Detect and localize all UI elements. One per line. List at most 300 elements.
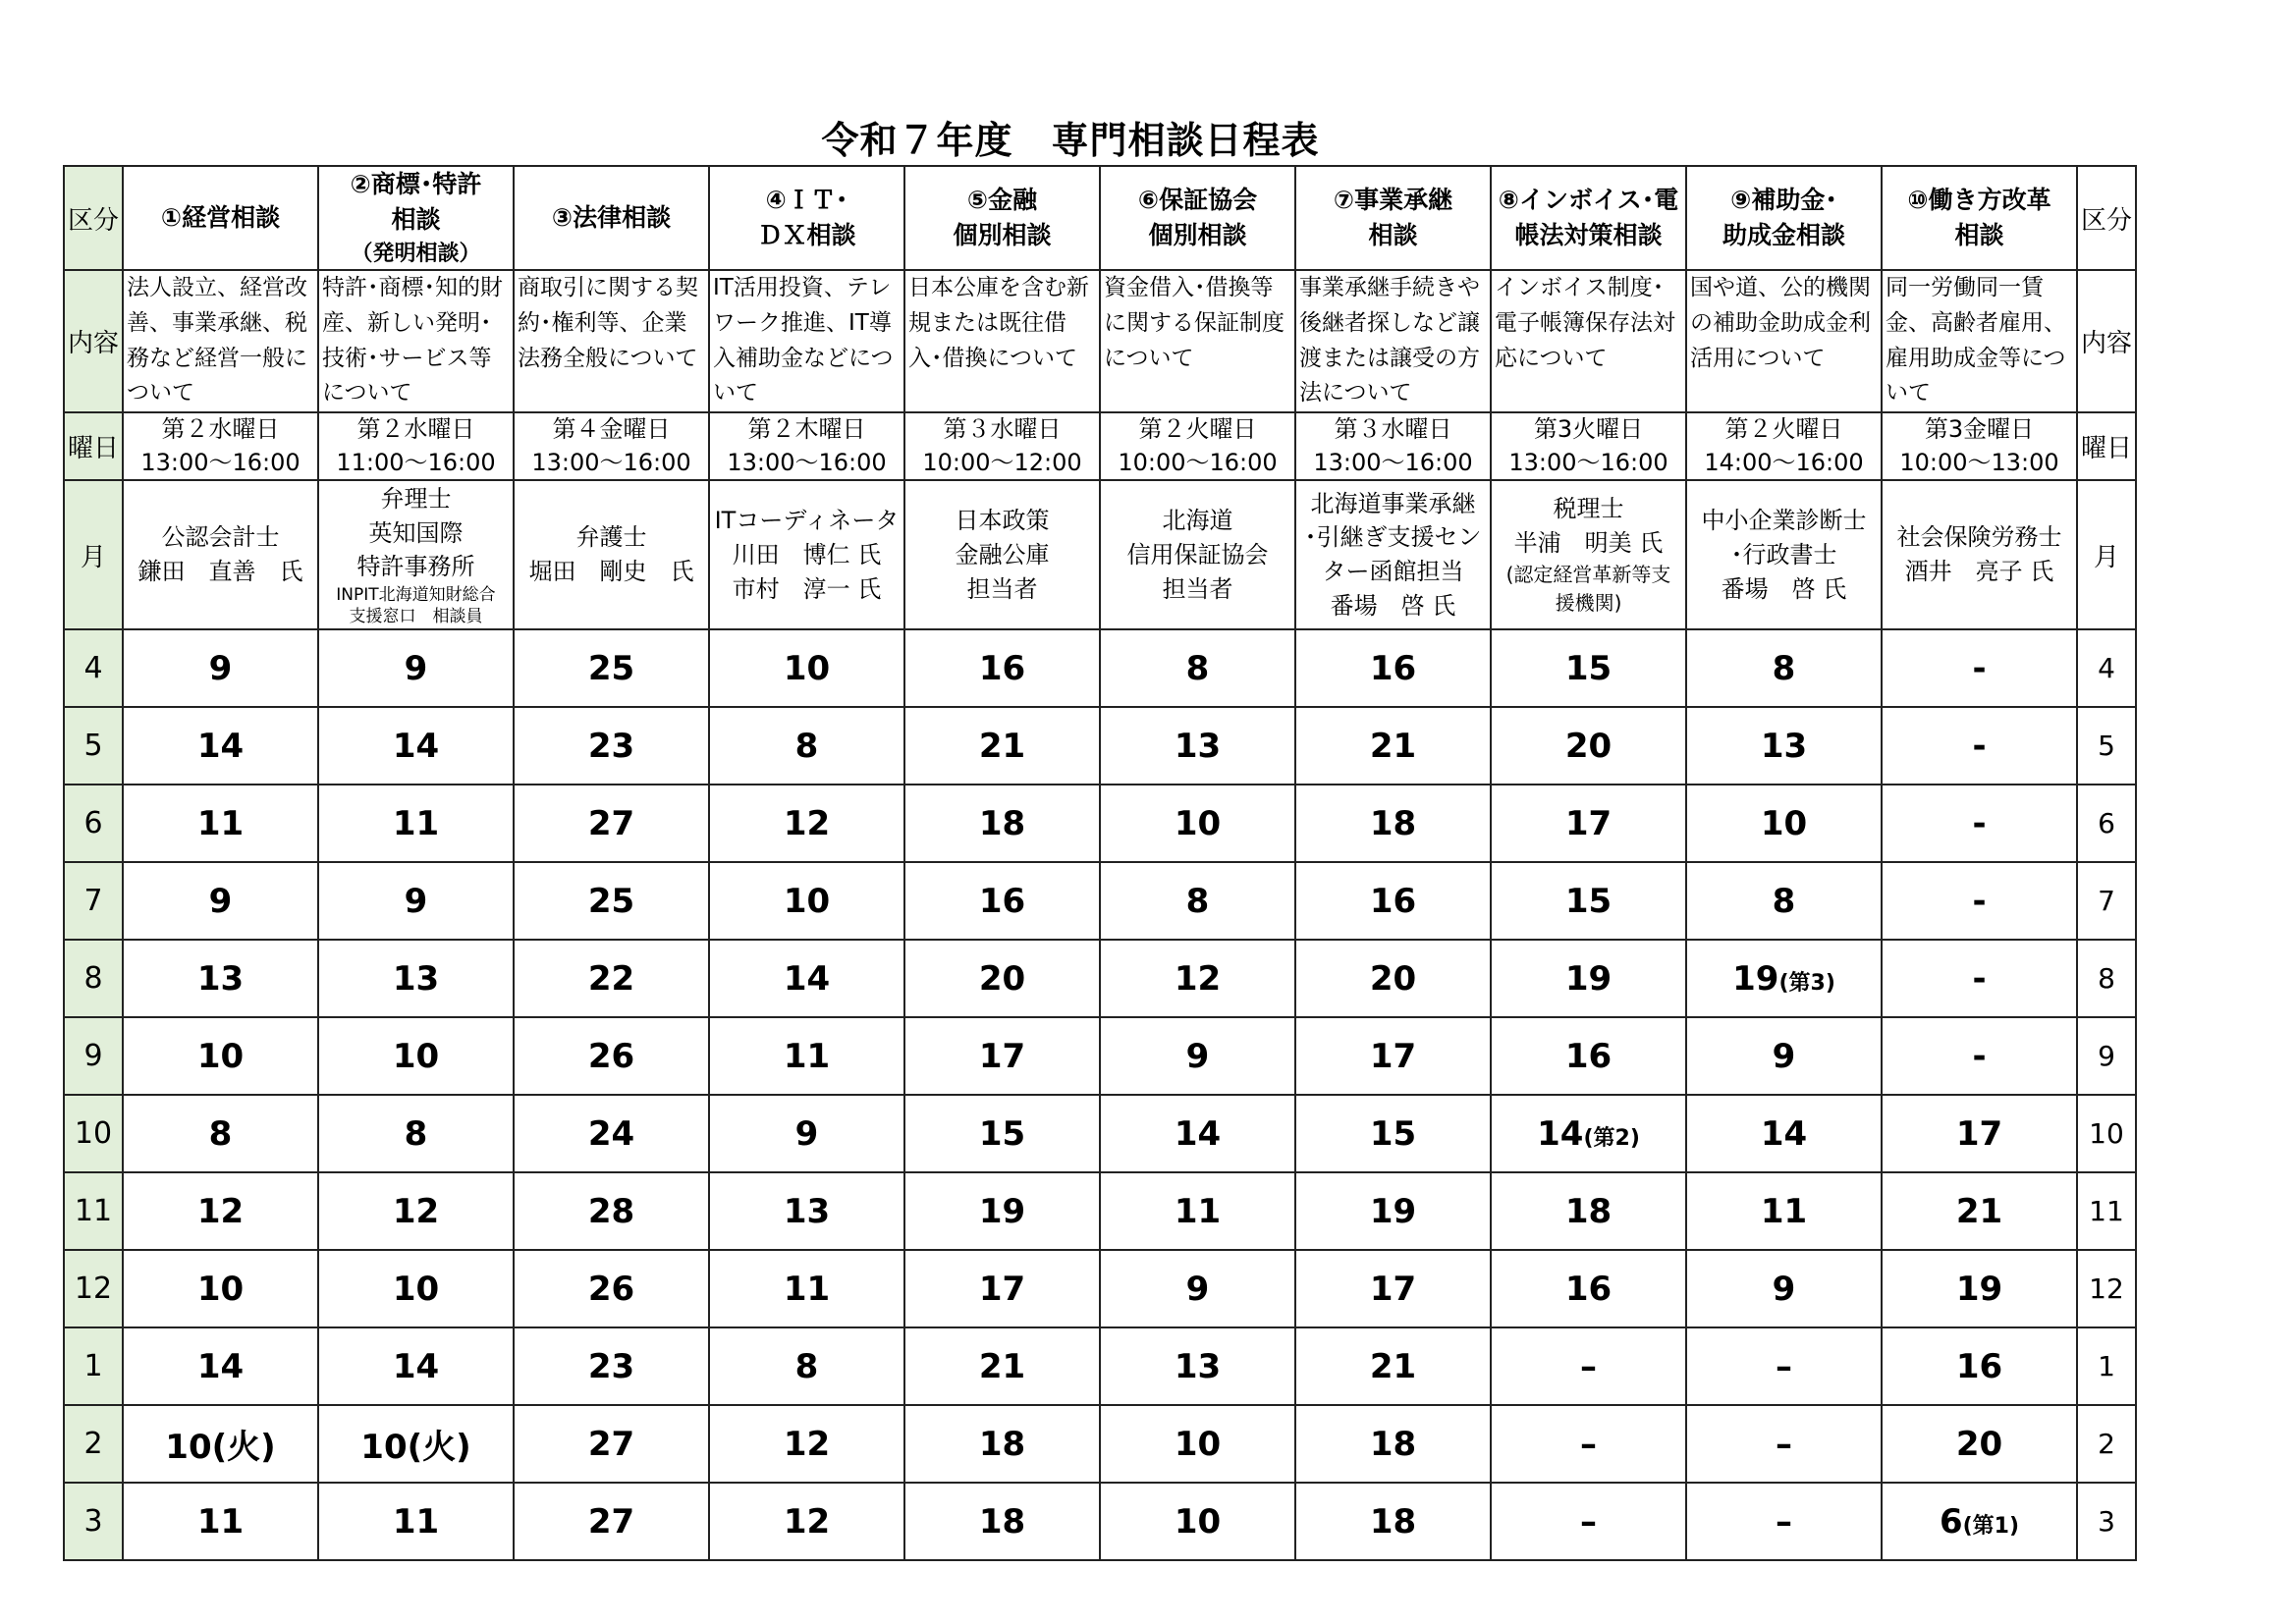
consultant-line: 弁護士 <box>575 523 647 552</box>
month-label-right: 9 <box>2077 1017 2136 1095</box>
date-cell <box>1686 1172 1882 1250</box>
consultant-line: 北海道事業承継 <box>1310 489 1476 517</box>
date-cell <box>1686 940 1882 1017</box>
month-row <box>64 1095 2136 1172</box>
header-line: ④ＩＴ･ <box>765 185 848 214</box>
consultant-note: 援機関) <box>1555 590 1622 615</box>
date-cell <box>1295 862 1491 940</box>
date-value: 26 <box>587 1036 635 1076</box>
date-cell <box>709 1017 904 1095</box>
date-value: 24 <box>587 1113 635 1154</box>
month-label: 9 <box>64 1017 123 1095</box>
date-cell <box>709 1483 904 1560</box>
date-cell <box>123 862 318 940</box>
month-label-right: 4 <box>2077 629 2136 707</box>
date-value: 19 <box>978 1191 1026 1231</box>
content-cell <box>1686 270 1882 412</box>
date-cell <box>904 785 1100 862</box>
date-value: 16 <box>978 648 1026 688</box>
consultant-cell <box>1491 480 1686 629</box>
month-label: 3 <box>64 1483 123 1560</box>
date-value: 16 <box>1369 648 1417 688</box>
row-label-kubun-right: 区分 <box>2077 166 2136 270</box>
date-value: 23 <box>587 726 635 766</box>
date-value: 10(火) <box>360 1428 471 1468</box>
date-cell <box>1295 1327 1491 1405</box>
consultant-line: 鎌田 直善 氏 <box>137 558 303 586</box>
schedule-cell <box>904 412 1100 480</box>
column-header <box>1491 166 1686 270</box>
header-line: 助成金相談 <box>1722 221 1845 250</box>
time-text: 10:00～13:00 <box>1899 448 2059 476</box>
consultant-cell <box>1882 480 2077 629</box>
consultant-line: ･引継ぎ支援セン <box>1304 523 1482 552</box>
date-value: 11 <box>392 1501 440 1542</box>
date-value: 17 <box>1955 1113 2003 1154</box>
date-suffix: (第3) <box>1778 970 1835 996</box>
date-cell <box>1100 785 1295 862</box>
date-cell <box>1295 1017 1491 1095</box>
month-label: 7 <box>64 862 123 940</box>
consultant-line: 酒井 亮子 氏 <box>1904 558 2054 586</box>
header-line: ①経営相談 <box>160 203 281 233</box>
date-cell <box>904 629 1100 707</box>
date-cell <box>1295 1405 1491 1483</box>
date-value: 8 <box>208 1113 233 1154</box>
date-cell <box>1491 1483 1686 1560</box>
date-cell <box>514 1172 709 1250</box>
date-cell <box>1295 940 1491 1017</box>
date-value: 19 <box>1564 958 1613 999</box>
day-text: 第３水曜日 <box>943 414 1062 443</box>
content-cell <box>1491 270 1686 412</box>
date-cell <box>1491 862 1686 940</box>
day-text: 第２火曜日 <box>1138 414 1257 443</box>
date-cell <box>1882 1172 2077 1250</box>
date-value: 14 <box>196 726 245 766</box>
date-cell <box>1491 1017 1686 1095</box>
date-cell <box>1295 1095 1491 1172</box>
month-row <box>64 940 2136 1017</box>
date-value: 13 <box>783 1191 831 1231</box>
date-value: - <box>1972 648 1987 688</box>
time-text: 13:00～16:00 <box>531 448 691 476</box>
day-text: 第４金曜日 <box>552 414 671 443</box>
schedule-cell <box>709 412 904 480</box>
date-cell <box>514 940 709 1017</box>
date-value: 25 <box>587 881 635 921</box>
content-text: 事業承継手続きや後継者探しなど譲渡または譲受の方法について <box>1299 275 1480 406</box>
date-value: 10 <box>392 1269 440 1309</box>
time-text: 10:00～12:00 <box>922 448 1082 476</box>
date-cell <box>1295 707 1491 785</box>
date-value: 13 <box>1174 1346 1222 1386</box>
date-cell <box>1100 1250 1295 1327</box>
date-cell <box>709 1405 904 1483</box>
consultant-line: 公認会計士 <box>161 523 280 552</box>
date-cell <box>123 629 318 707</box>
month-label: 2 <box>64 1405 123 1483</box>
day-text: 第２水曜日 <box>161 414 280 443</box>
day-text: 第３水曜日 <box>1334 414 1452 443</box>
day-text: 第２火曜日 <box>1724 414 1843 443</box>
date-value: 21 <box>978 726 1026 766</box>
consultant-cell <box>1295 480 1491 629</box>
date-value: 21 <box>1369 1346 1417 1386</box>
consultant-line: 担当者 <box>966 574 1038 603</box>
date-cell <box>318 940 514 1017</box>
month-label: 8 <box>64 940 123 1017</box>
date-cell <box>318 1405 514 1483</box>
date-value: 10 <box>783 881 831 921</box>
content-text: 法人設立、経営改善、事業承継、税務など経営一般について <box>127 275 307 406</box>
column-header <box>1100 166 1295 270</box>
date-cell <box>1100 1327 1295 1405</box>
date-value: 13 <box>1760 726 1808 766</box>
content-cell <box>1882 270 2077 412</box>
header-line: 帳法対策相談 <box>1514 221 1663 250</box>
date-value: 13 <box>392 958 440 999</box>
date-value: 15 <box>978 1113 1026 1154</box>
date-cell <box>123 1405 318 1483</box>
consultant-line: 特許事務所 <box>356 553 475 581</box>
date-cell <box>1882 1405 2077 1483</box>
date-value: 6 <box>1939 1501 1963 1542</box>
day-text: 第3火曜日 <box>1533 414 1644 443</box>
date-value: 23 <box>587 1346 635 1386</box>
month-label: 1 <box>64 1327 123 1405</box>
consultant-cell <box>709 480 904 629</box>
content-text: 日本公庫を含む新規または既往借入･借換について <box>908 275 1089 371</box>
date-value: 20 <box>978 958 1026 999</box>
day-row <box>64 412 2136 480</box>
date-cell <box>1100 629 1295 707</box>
date-cell <box>318 1017 514 1095</box>
date-cell <box>514 707 709 785</box>
date-value: 9 <box>1772 1269 1796 1309</box>
date-cell <box>904 1017 1100 1095</box>
date-value: 17 <box>1564 803 1613 843</box>
date-value: 19 <box>1369 1191 1417 1231</box>
date-value: 11 <box>392 803 440 843</box>
date-cell <box>1100 1483 1295 1560</box>
date-cell <box>709 629 904 707</box>
date-value: 28 <box>587 1191 635 1231</box>
header-line: 個別相談 <box>953 221 1052 250</box>
month-row <box>64 862 2136 940</box>
date-cell <box>1882 940 2077 1017</box>
header-line: 相談 <box>391 205 441 235</box>
content-cell <box>123 270 318 412</box>
date-cell <box>1491 1172 1686 1250</box>
header-line: ⑤金融 <box>966 185 1038 214</box>
date-value: 17 <box>1369 1269 1417 1309</box>
date-value: 8 <box>1772 881 1796 921</box>
date-value: 10 <box>1174 1501 1222 1542</box>
date-value: 20 <box>1564 726 1613 766</box>
schedule-cell <box>1295 412 1491 480</box>
date-cell <box>514 1017 709 1095</box>
date-cell <box>904 1172 1100 1250</box>
date-value: 21 <box>978 1346 1026 1386</box>
date-value: 12 <box>783 803 831 843</box>
month-label-right: 2 <box>2077 1405 2136 1483</box>
date-value: 9 <box>794 1113 819 1154</box>
schedule-cell <box>1882 412 2077 480</box>
consultant-cell <box>1100 480 1295 629</box>
date-cell <box>318 1327 514 1405</box>
date-cell <box>709 862 904 940</box>
date-value: - <box>1972 803 1987 843</box>
consultant-line: 税理士 <box>1553 495 1624 523</box>
date-value: 8 <box>1772 648 1796 688</box>
content-cell <box>318 270 514 412</box>
month-label-right: 7 <box>2077 862 2136 940</box>
time-text: 13:00～16:00 <box>727 448 887 476</box>
content-text: IT活用投資、テレワーク推進、IT導入補助金などについて <box>713 275 894 406</box>
date-value: 12 <box>783 1501 831 1542</box>
date-value: 9 <box>404 648 428 688</box>
consultant-line: 堀田 剛史 氏 <box>528 558 694 586</box>
date-cell <box>514 629 709 707</box>
date-cell <box>123 785 318 862</box>
date-value: 25 <box>587 648 635 688</box>
schedule-cell <box>318 412 514 480</box>
date-cell <box>1491 629 1686 707</box>
date-value: 12 <box>392 1191 440 1231</box>
day-text: 第２木曜日 <box>747 414 866 443</box>
schedule-cell <box>123 412 318 480</box>
date-cell <box>1882 1327 2077 1405</box>
date-value: 11 <box>783 1036 831 1076</box>
consultant-line: 信用保証協会 <box>1126 540 1269 568</box>
day-text: 第２水曜日 <box>356 414 475 443</box>
header-line: ⑨補助金･ <box>1730 185 1837 214</box>
month-row <box>64 1405 2136 1483</box>
date-value: 18 <box>1369 1501 1417 1542</box>
month-row <box>64 1327 2136 1405</box>
date-value: 9 <box>1185 1036 1210 1076</box>
date-value: 16 <box>1564 1269 1613 1309</box>
date-cell <box>1686 1017 1882 1095</box>
date-value: 10 <box>392 1036 440 1076</box>
date-value: 9 <box>1772 1036 1796 1076</box>
time-text: 13:00～16:00 <box>140 448 301 476</box>
date-cell <box>904 707 1100 785</box>
month-label-right: 10 <box>2077 1095 2136 1172</box>
date-value: – <box>1580 1424 1597 1464</box>
date-value: 14 <box>1537 1113 1584 1154</box>
consultant-line: 金融公庫 <box>955 540 1050 568</box>
date-value: 12 <box>1174 958 1222 999</box>
date-value: 13 <box>1174 726 1222 766</box>
row-label-tsuki: 月 <box>64 480 123 629</box>
date-cell <box>709 785 904 862</box>
date-value: - <box>1972 1036 1987 1076</box>
date-cell <box>1295 1483 1491 1560</box>
date-value: 16 <box>1369 881 1417 921</box>
header-line: ③法律相談 <box>551 203 672 233</box>
date-cell <box>318 785 514 862</box>
consultant-line: 担当者 <box>1162 574 1233 603</box>
time-text: 13:00～16:00 <box>1508 448 1668 476</box>
date-value: – <box>1776 1501 1792 1542</box>
date-value: 18 <box>1564 1191 1613 1231</box>
consultant-line: 番場 啓 氏 <box>1721 574 1847 603</box>
schedule-cell <box>1686 412 1882 480</box>
row-label-youbi-right: 曜日 <box>2077 412 2136 480</box>
month-row <box>64 785 2136 862</box>
date-value: 10 <box>783 648 831 688</box>
date-cell <box>1686 785 1882 862</box>
date-cell <box>123 1250 318 1327</box>
date-cell <box>904 1327 1100 1405</box>
date-cell <box>1491 1095 1686 1172</box>
date-cell <box>514 862 709 940</box>
date-value: 20 <box>1955 1424 2003 1464</box>
row-label-kubun: 区分 <box>64 166 123 270</box>
month-label-right: 3 <box>2077 1483 2136 1560</box>
month-row <box>64 1483 2136 1560</box>
row-label-tsuki-right: 月 <box>2077 480 2136 629</box>
consultant-line: 半浦 明美 氏 <box>1513 529 1664 558</box>
consultant-line: 中小企業診断士 <box>1701 506 1867 534</box>
content-cell <box>514 270 709 412</box>
consultant-line: ター函館担当 <box>1322 558 1464 586</box>
date-value: 20 <box>1369 958 1417 999</box>
consultant-line: 番場 啓 氏 <box>1330 591 1456 620</box>
row-label-youbi: 曜日 <box>64 412 123 480</box>
date-cell <box>318 1250 514 1327</box>
date-cell <box>1491 785 1686 862</box>
date-cell <box>904 940 1100 1017</box>
time-text: 11:00～16:00 <box>336 448 496 476</box>
schedule-cell <box>1100 412 1295 480</box>
date-cell <box>1100 862 1295 940</box>
content-row <box>64 270 2136 412</box>
header-line: 個別相談 <box>1148 221 1247 250</box>
column-header <box>709 166 904 270</box>
header-sub: （発明相談） <box>351 241 481 266</box>
date-value: 14 <box>392 726 440 766</box>
date-cell <box>1491 1405 1686 1483</box>
date-value: 10 <box>1760 803 1808 843</box>
content-cell <box>904 270 1100 412</box>
date-cell <box>1295 1250 1491 1327</box>
date-value: 9 <box>1185 1269 1210 1309</box>
date-value: – <box>1580 1346 1597 1386</box>
consultant-line: 社会保険労務士 <box>1896 523 2062 552</box>
month-label-right: 11 <box>2077 1172 2136 1250</box>
date-value: 8 <box>794 726 819 766</box>
date-cell <box>1686 629 1882 707</box>
date-suffix: (第2) <box>1583 1125 1640 1151</box>
date-value: 16 <box>1564 1036 1613 1076</box>
date-value: - <box>1972 958 1987 999</box>
consultant-cell <box>514 480 709 629</box>
date-value: 11 <box>1174 1191 1222 1231</box>
date-value: 8 <box>794 1346 819 1386</box>
date-cell <box>1882 707 2077 785</box>
date-cell <box>318 707 514 785</box>
content-text: 同一労働同一賃金、高齢者雇用、雇用助成金等について <box>1886 275 2066 406</box>
consultant-line: ･行政書士 <box>1730 540 1837 568</box>
date-value: 15 <box>1564 881 1613 921</box>
date-cell <box>1491 940 1686 1017</box>
date-cell <box>1491 707 1686 785</box>
header-line: ⑦事業承継 <box>1333 185 1453 214</box>
date-value: 21 <box>1955 1191 2003 1231</box>
consultant-line: 川田 博仁 氏 <box>732 540 882 568</box>
date-value: 18 <box>978 1501 1026 1542</box>
month-label-right: 8 <box>2077 940 2136 1017</box>
date-value: 27 <box>587 1501 635 1542</box>
header-line: ＤＸ相談 <box>757 221 856 250</box>
date-cell <box>904 1483 1100 1560</box>
content-text: 特許･商標･知的財産、新しい発明･技術･サービス等について <box>322 275 503 406</box>
month-label: 6 <box>64 785 123 862</box>
date-value: 12 <box>196 1191 245 1231</box>
date-cell <box>904 1250 1100 1327</box>
date-value: 18 <box>1369 1424 1417 1464</box>
time-text: 13:00～16:00 <box>1313 448 1473 476</box>
date-cell <box>1882 1483 2077 1560</box>
date-value: 11 <box>196 1501 245 1542</box>
date-cell <box>514 1095 709 1172</box>
date-value: 17 <box>978 1036 1026 1076</box>
date-value: 18 <box>978 1424 1026 1464</box>
date-cell <box>514 785 709 862</box>
consultant-line: ITコーディネータ <box>714 506 900 534</box>
date-value: 22 <box>587 958 635 999</box>
date-value: 9 <box>208 648 233 688</box>
row-label-naiyou: 内容 <box>64 270 123 412</box>
header-line: 相談 <box>1368 221 1418 250</box>
consultant-line: 弁理士 <box>380 484 452 513</box>
date-cell <box>1295 785 1491 862</box>
date-cell <box>709 940 904 1017</box>
date-value: 9 <box>208 881 233 921</box>
date-cell <box>1686 1095 1882 1172</box>
date-value: 27 <box>587 1424 635 1464</box>
date-value: 18 <box>1369 803 1417 843</box>
date-cell <box>709 707 904 785</box>
page-title: 令和７年度 専門相談日程表 <box>821 119 1320 162</box>
column-header <box>123 166 318 270</box>
date-cell <box>1295 629 1491 707</box>
date-value: 27 <box>587 803 635 843</box>
consultant-note: (認定経営革新等支 <box>1505 562 1671 586</box>
date-cell <box>1100 1017 1295 1095</box>
month-label-right: 1 <box>2077 1327 2136 1405</box>
date-cell <box>123 940 318 1017</box>
consultant-note: 支援窓口 相談員 <box>349 607 483 627</box>
date-value: 16 <box>978 881 1026 921</box>
date-value: 19 <box>1732 958 1779 999</box>
column-header <box>514 166 709 270</box>
content-text: 商取引に関する契約･権利等、企業法務全般について <box>518 275 698 371</box>
date-value: 15 <box>1369 1113 1417 1154</box>
date-value: – <box>1776 1424 1792 1464</box>
date-cell <box>318 862 514 940</box>
date-value: 17 <box>1369 1036 1417 1076</box>
date-cell <box>318 629 514 707</box>
date-value: 10(火) <box>165 1428 276 1468</box>
content-cell <box>1295 270 1491 412</box>
date-cell <box>123 1483 318 1560</box>
month-label-right: 5 <box>2077 707 2136 785</box>
date-cell <box>1882 1250 2077 1327</box>
